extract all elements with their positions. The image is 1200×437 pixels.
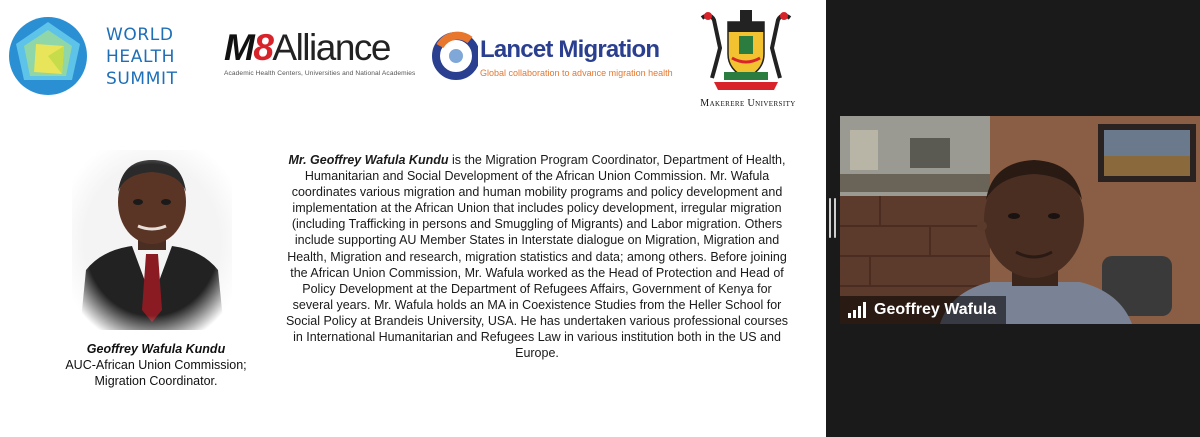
- lancet-migration-logo-icon: [432, 30, 478, 80]
- splitter-grip-right: [834, 198, 836, 238]
- makerere-university-logo: [686, 8, 806, 113]
- world-health-summit-wordmark: [106, 24, 178, 90]
- lancet-migration-subtitle: Global collaboration to advance migration health: [480, 68, 673, 78]
- m8-word: Alliance: [272, 27, 390, 68]
- speaker-affiliation: AUC-African Union Commission;: [65, 358, 247, 372]
- participant-video-feed: [840, 116, 1200, 324]
- m8-alliance-logo: [224, 28, 414, 88]
- whs-line-3: SUMMIT: [106, 69, 178, 89]
- participant-video-tile[interactable]: [840, 116, 1200, 324]
- speaker-role: Migration Coordinator.: [94, 374, 218, 388]
- participant-name: Geoffrey Wafula: [874, 301, 997, 318]
- m8-letter: M: [224, 27, 254, 68]
- whs-line-2: HEALTH: [106, 47, 176, 67]
- world-health-summit-logo-icon: [6, 16, 90, 96]
- logo-bar: [0, 0, 826, 115]
- m8-alliance-title: [224, 28, 414, 68]
- speaker-bio: [282, 152, 792, 361]
- m8-number: 8: [253, 27, 273, 68]
- lancet-migration-logo: [432, 30, 677, 90]
- makerere-university-name: Makerere University: [700, 98, 796, 109]
- splitter-grip-left: [829, 198, 831, 238]
- makerere-crest-icon: [696, 8, 796, 92]
- lancet-migration-title: Lancet Migration: [480, 36, 660, 63]
- participant-name-tag: [840, 296, 1006, 324]
- m8-alliance-subtitle: Academic Health Centers, Universities and National Academies: [224, 70, 416, 77]
- whs-line-1: WORLD: [106, 25, 174, 45]
- speaker-caption: [40, 341, 272, 389]
- signal-strength-icon: [848, 302, 866, 318]
- speaker-portrait-icon: [72, 150, 232, 330]
- bio-name: Mr. Geoffrey Wafula Kundu: [288, 153, 449, 167]
- panel-splitter[interactable]: [826, 0, 840, 437]
- bio-text: is the Migration Program Coordinator, Department of Health, Humanitarian and Social Development of the African Union Commission. Mr. Wafula coordinates various migration and human mobility programs and policy development and implementation at the African Union that includes policy development, irregular migration (including Trafficking in persons and Smuggling of Migrants) and Labor migration. Others include supporting AU Member States in Interstate dialogue on Migration, Migration and Health, Migration and research, migration statistics and data; among others. Before joining the African Union Commission, Mr. Wafula worked as the Head of Protection and Head of Policy Development at the Department of Refugees Affairs, Government of Kenya for several years. Mr. Wafula holds an MA in Coexistence Studies from the Heller School for Social Policy at Brandeis University, USA. He has undertaken various professional courses in International Humanitarian and Refugees Law in various institution both in the US and Europe.: [285, 153, 789, 361]
- world-health-summit-logo: [6, 16, 196, 96]
- speaker-name: Geoffrey Wafula Kundu: [86, 342, 226, 356]
